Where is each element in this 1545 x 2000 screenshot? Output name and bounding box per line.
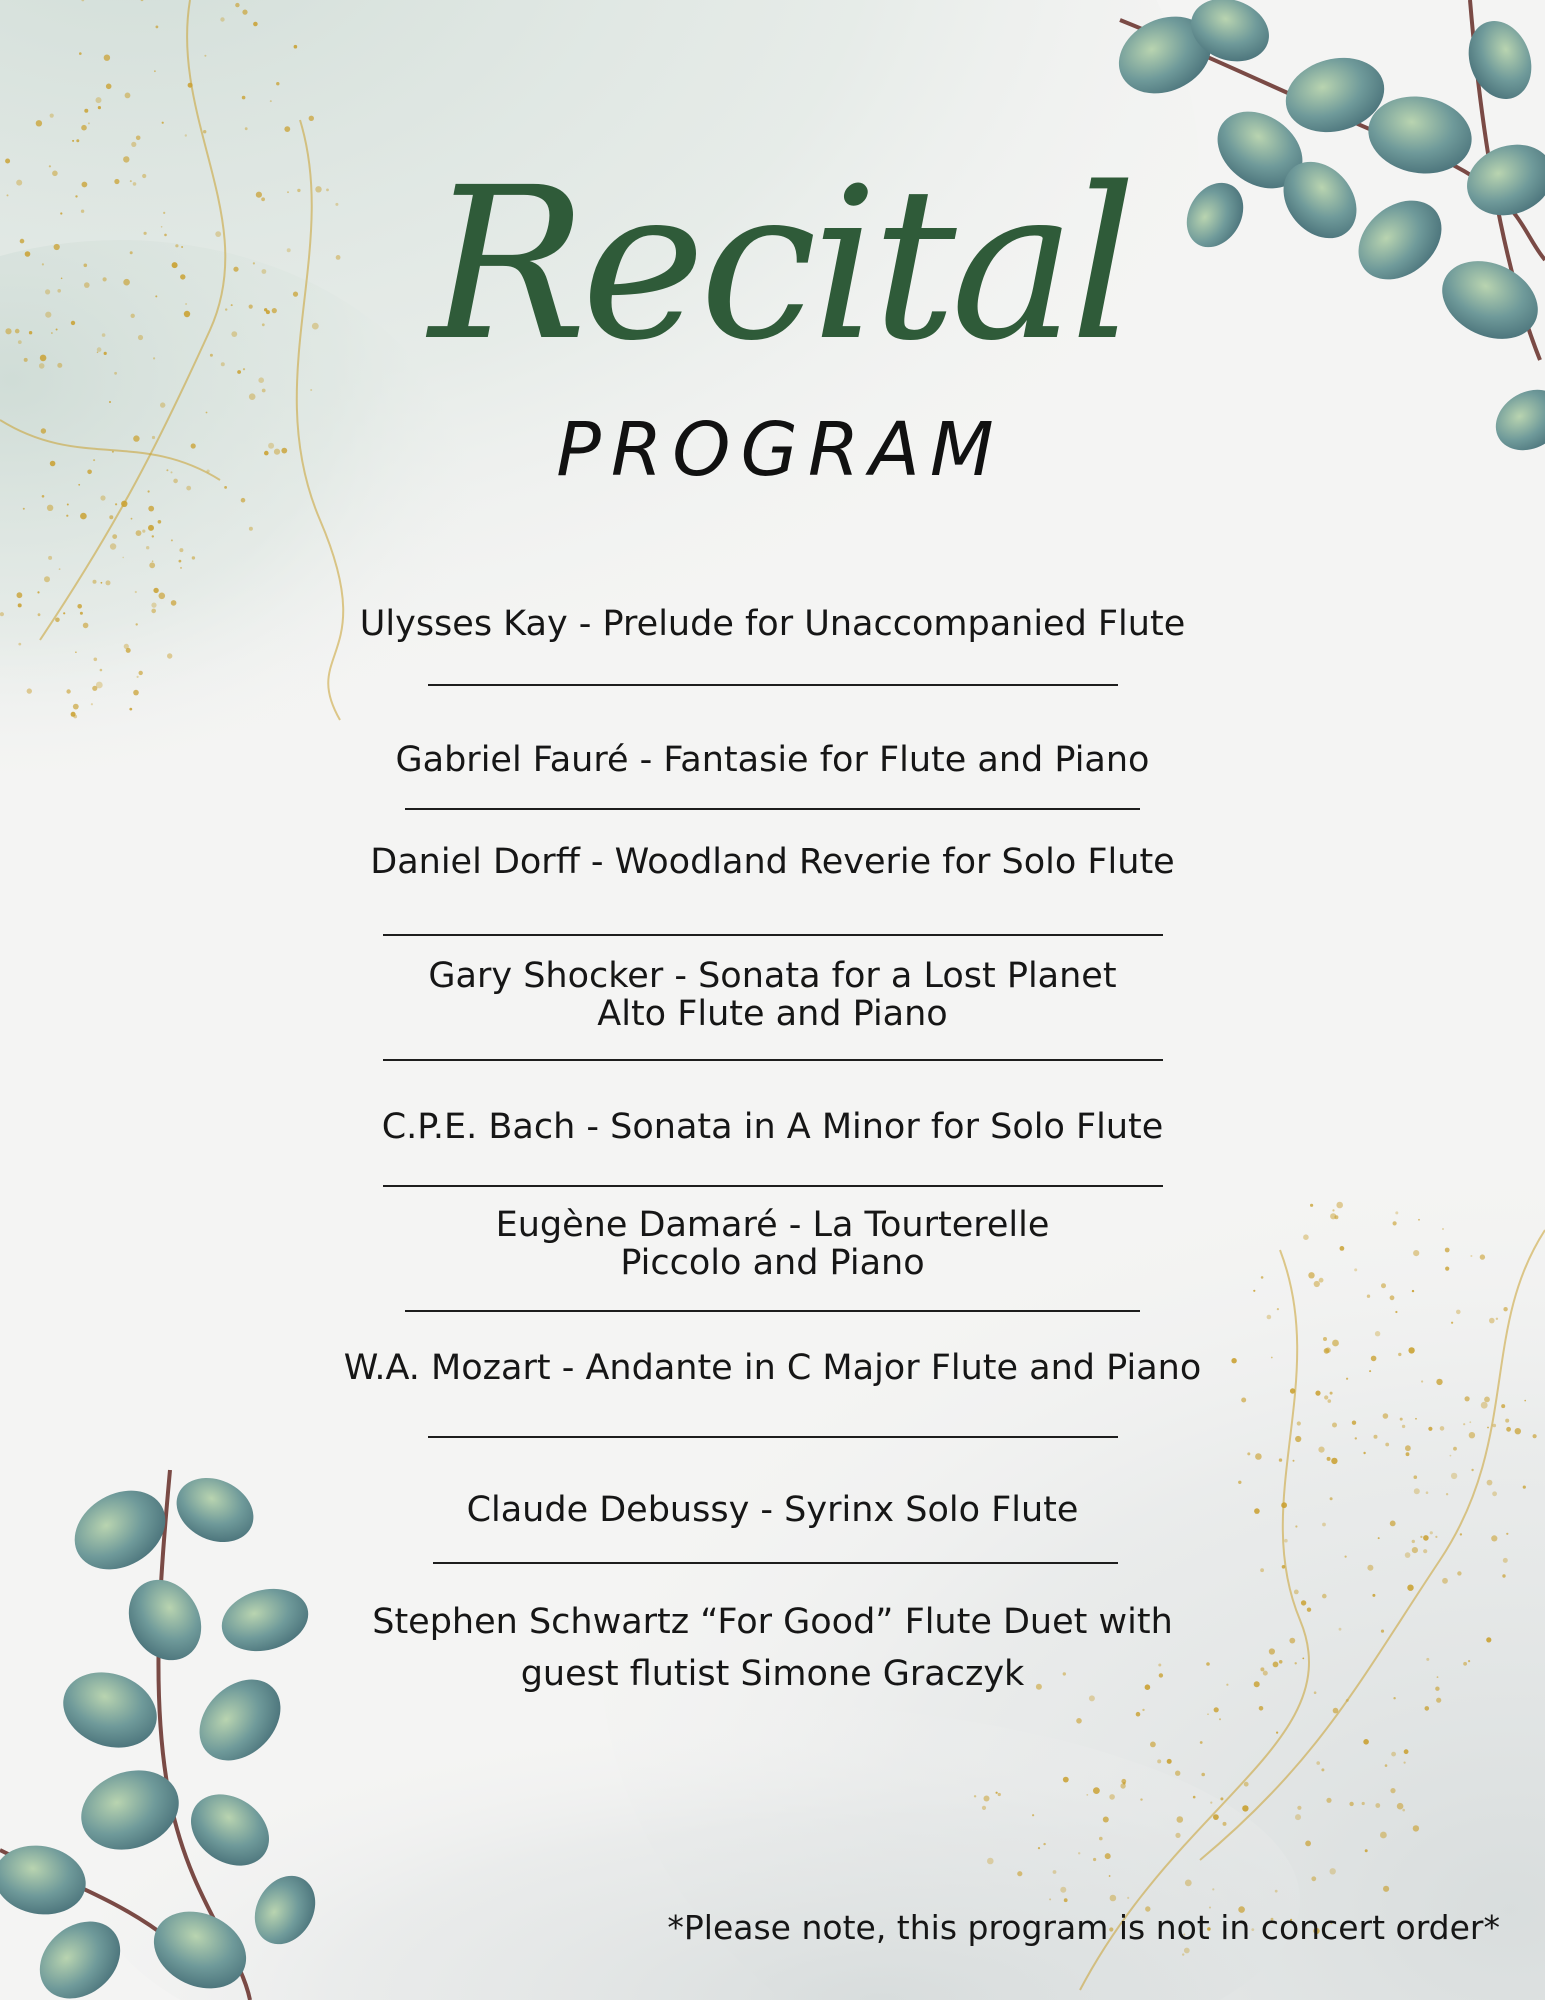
divider-line <box>383 1185 1163 1187</box>
program-item-6 <box>250 1206 1295 1282</box>
page-subtitle: PROGRAM <box>556 407 1004 493</box>
divider-line <box>383 1059 1163 1061</box>
divider-line <box>405 808 1140 810</box>
divider-line <box>428 1436 1118 1438</box>
page-title: Recital <box>429 142 1131 387</box>
program-item-7 <box>250 1349 1295 1387</box>
program-item-2 <box>250 741 1295 779</box>
program-item-line: Daniel Dorff - Woodland Reverie for Solo Flute <box>370 842 1175 882</box>
program-item-line: guest flutist Simone Graczyk <box>520 1654 1025 1694</box>
program-item-4 <box>250 957 1295 1033</box>
program-item-3 <box>250 843 1295 881</box>
footer-note: *Please note, this program is not in concert order* <box>667 1908 1500 1947</box>
program-item-line: C.P.E. Bach - Sonata in A Minor for Solo Flute <box>381 1107 1164 1147</box>
divider-line <box>383 934 1163 936</box>
program-item-line: Gabriel Fauré - Fantasie for Flute and Piano <box>395 740 1150 780</box>
program-item-line: Eugène Damaré - La Tourterelle <box>495 1205 1050 1245</box>
program-item-line: Ulysses Kay - Prelude for Unaccompanied Flute <box>359 604 1186 644</box>
program-item-8 <box>250 1491 1295 1529</box>
program-item-1 <box>250 605 1295 643</box>
divider-line <box>433 1562 1118 1564</box>
program-item-line: W.A. Mozart - Andante in C Major Flute and Piano <box>343 1348 1202 1388</box>
program-item-9 <box>250 1596 1295 1700</box>
divider-line <box>428 684 1118 686</box>
program-item-line: Gary Shocker - Sonata for a Lost Planet <box>428 956 1117 996</box>
divider-line <box>405 1310 1140 1312</box>
program-item-line: Stephen Schwartz “For Good” Flute Duet with <box>372 1602 1173 1642</box>
program-item-line: Alto Flute and Piano <box>597 994 948 1034</box>
program-item-line: Piccolo and Piano <box>620 1243 925 1283</box>
program-item-line: Claude Debussy - Syrinx Solo Flute <box>466 1490 1079 1530</box>
program-item-5 <box>250 1108 1295 1146</box>
